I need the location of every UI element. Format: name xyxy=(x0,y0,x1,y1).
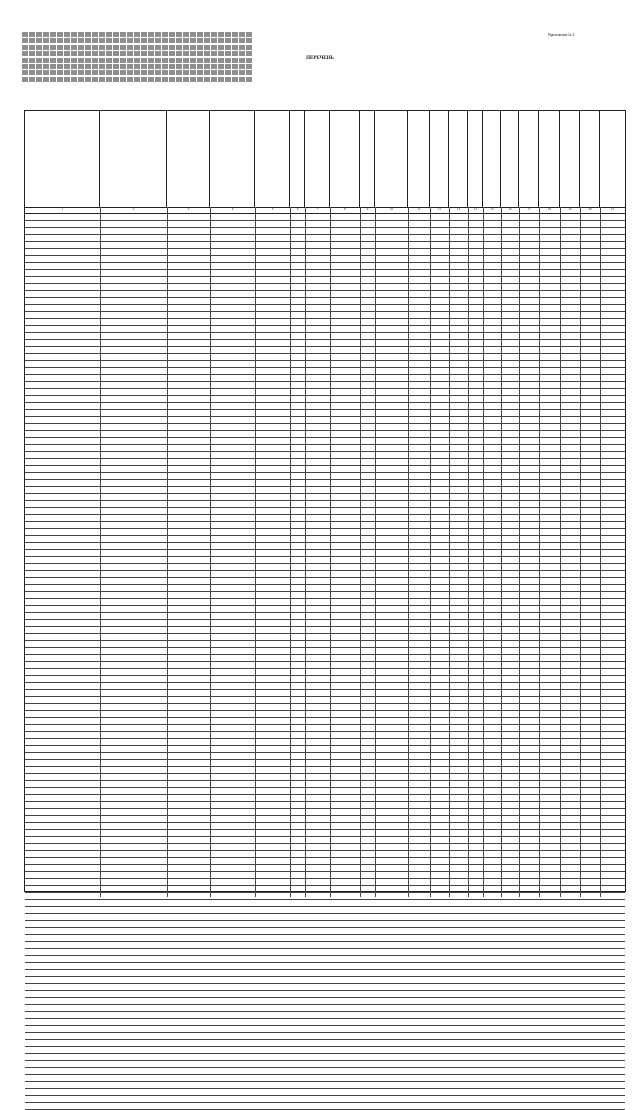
table-row xyxy=(25,900,625,907)
table-row xyxy=(25,452,625,459)
header-left-line xyxy=(22,32,252,37)
table-row xyxy=(25,949,625,956)
table-row xyxy=(25,690,625,697)
table-row xyxy=(25,683,625,690)
table-row xyxy=(25,494,625,501)
header-left-line xyxy=(22,77,252,82)
table-row xyxy=(25,998,625,1005)
table-row xyxy=(25,753,625,760)
table-row xyxy=(25,522,625,529)
column-number-row xyxy=(25,207,625,214)
table-row xyxy=(25,956,625,963)
column-number: 2 xyxy=(132,207,135,211)
table-row xyxy=(25,732,625,739)
table-row xyxy=(25,480,625,487)
header-right-line: Приложение № 2 xyxy=(548,33,575,37)
table-row xyxy=(25,417,625,424)
table-row xyxy=(25,977,625,984)
column-header xyxy=(539,111,560,207)
table-row xyxy=(25,725,625,732)
table-row xyxy=(25,858,625,865)
table-row xyxy=(25,508,625,515)
table-row xyxy=(25,1026,625,1033)
table-row xyxy=(25,718,625,725)
table-row xyxy=(25,228,625,235)
table-row xyxy=(25,515,625,522)
table-row xyxy=(25,893,625,900)
column-header xyxy=(375,111,408,207)
column-number: 5 xyxy=(271,207,274,211)
table-row xyxy=(25,914,625,921)
table-row xyxy=(25,634,625,641)
table-row xyxy=(25,431,625,438)
table-row xyxy=(25,326,625,333)
table-row xyxy=(25,459,625,466)
column-header xyxy=(25,111,100,207)
table-row xyxy=(25,1096,625,1103)
table-row xyxy=(25,851,625,858)
header-left-line xyxy=(22,38,252,43)
column-header xyxy=(519,111,539,207)
table-row xyxy=(25,739,625,746)
table-row xyxy=(25,1033,625,1040)
table-row xyxy=(25,221,625,228)
header-right-block xyxy=(548,33,628,38)
table-row xyxy=(25,760,625,767)
table-row xyxy=(25,214,625,221)
table-row xyxy=(25,291,625,298)
column-number: 4 xyxy=(231,207,234,211)
table-row xyxy=(25,389,625,396)
column-number: 17 xyxy=(527,207,531,211)
table-row xyxy=(25,298,625,305)
table-row xyxy=(25,501,625,508)
table-row xyxy=(25,1054,625,1061)
table-row xyxy=(25,809,625,816)
table-row xyxy=(25,256,625,263)
table-row xyxy=(25,284,625,291)
table-row xyxy=(25,354,625,361)
table-row xyxy=(25,935,625,942)
table-row xyxy=(25,697,625,704)
column-number: 7 xyxy=(316,207,319,211)
column-number: 10 xyxy=(389,207,394,211)
column-number: 21 xyxy=(610,207,615,211)
table-row xyxy=(25,641,625,648)
table-row xyxy=(25,235,625,242)
table-row xyxy=(25,249,625,256)
table-row xyxy=(25,1061,625,1068)
column-header xyxy=(560,111,580,207)
table-row xyxy=(25,361,625,368)
column-number: 19 xyxy=(568,207,572,211)
table-row xyxy=(25,536,625,543)
table-row xyxy=(25,620,625,627)
table-header xyxy=(25,111,625,208)
table-row xyxy=(25,305,625,312)
table-row xyxy=(25,312,625,319)
table-row xyxy=(25,319,625,326)
table-row xyxy=(25,473,625,480)
column-header xyxy=(255,111,290,207)
column-header xyxy=(483,111,501,207)
table-row xyxy=(25,886,625,893)
table-row xyxy=(25,438,625,445)
column-number: 9 xyxy=(366,207,369,211)
table-row xyxy=(25,1068,625,1075)
table-row xyxy=(25,662,625,669)
table-row xyxy=(25,844,625,851)
column-number: 15 xyxy=(490,207,494,211)
column-header xyxy=(305,111,330,207)
table-row xyxy=(25,606,625,613)
table-row xyxy=(25,564,625,571)
column-header xyxy=(580,111,600,207)
table-row xyxy=(25,333,625,340)
table-row xyxy=(25,627,625,634)
column-number: 18 xyxy=(547,207,552,211)
table-row xyxy=(25,1075,625,1082)
table-row xyxy=(25,669,625,676)
column-number: 12 xyxy=(437,207,442,211)
table-row xyxy=(25,368,625,375)
table-row xyxy=(25,879,625,886)
table-row xyxy=(25,599,625,606)
column-number: 14 xyxy=(473,207,478,211)
table-row xyxy=(25,1012,625,1019)
column-header xyxy=(408,111,430,207)
column-number: 1 xyxy=(61,207,64,211)
table-row xyxy=(25,557,625,564)
column-header xyxy=(167,111,210,207)
table-row xyxy=(25,781,625,788)
table-row xyxy=(25,410,625,417)
table-row xyxy=(25,942,625,949)
column-number: 8 xyxy=(344,207,346,211)
column-header xyxy=(449,111,468,207)
table-row xyxy=(25,263,625,270)
table-row xyxy=(25,837,625,844)
table-row xyxy=(25,984,625,991)
column-header xyxy=(290,111,305,207)
table-row xyxy=(25,970,625,977)
header-left-line xyxy=(22,45,252,50)
header-left-line xyxy=(22,64,252,69)
column-header xyxy=(210,111,255,207)
table-row xyxy=(25,1019,625,1026)
table-row xyxy=(25,1089,625,1096)
table-row xyxy=(25,1103,625,1110)
table-row xyxy=(25,550,625,557)
table-row xyxy=(25,347,625,354)
table-body xyxy=(25,214,625,1110)
column-number: 11 xyxy=(417,207,421,211)
table-row xyxy=(25,1047,625,1054)
table-row xyxy=(25,830,625,837)
table-row xyxy=(25,529,625,536)
column-header xyxy=(501,111,519,207)
column-header xyxy=(468,111,483,207)
table-row xyxy=(25,767,625,774)
table-row xyxy=(25,466,625,473)
table-row xyxy=(25,788,625,795)
table-row xyxy=(25,746,625,753)
document-title xyxy=(150,56,490,61)
table-row xyxy=(25,655,625,662)
table-row xyxy=(25,802,625,809)
column-number: 13 xyxy=(456,207,461,211)
table-row xyxy=(25,872,625,879)
table-row xyxy=(25,445,625,452)
table-row xyxy=(25,921,625,928)
table-row xyxy=(25,340,625,347)
table-row xyxy=(25,907,625,914)
table-row xyxy=(25,543,625,550)
table-row xyxy=(25,704,625,711)
column-number: 3 xyxy=(187,207,190,211)
form-table xyxy=(24,110,626,892)
title-heading: ПЕРЕЧЕНЬ xyxy=(306,56,334,61)
column-number: 16 xyxy=(508,207,512,211)
table-row xyxy=(25,403,625,410)
table-row xyxy=(25,592,625,599)
table-row xyxy=(25,1082,625,1089)
table-row xyxy=(25,613,625,620)
table-row xyxy=(25,774,625,781)
table-row xyxy=(25,865,625,872)
table-row xyxy=(25,711,625,718)
table-row xyxy=(25,928,625,935)
column-number: 20 xyxy=(588,207,592,211)
column-header xyxy=(430,111,449,207)
table-row xyxy=(25,823,625,830)
table-row xyxy=(25,578,625,585)
table-row xyxy=(25,375,625,382)
table-row xyxy=(25,242,625,249)
table-row xyxy=(25,795,625,802)
table-row xyxy=(25,487,625,494)
column-number: 6 xyxy=(296,207,299,211)
table-row xyxy=(25,585,625,592)
table-row xyxy=(25,382,625,389)
table-row xyxy=(25,991,625,998)
table-row xyxy=(25,396,625,403)
table-row xyxy=(25,270,625,277)
table-row xyxy=(25,1040,625,1047)
table-row xyxy=(25,571,625,578)
table-row xyxy=(25,1005,625,1012)
table-row xyxy=(25,963,625,970)
table-row xyxy=(25,648,625,655)
table-row xyxy=(25,676,625,683)
table-row xyxy=(25,424,625,431)
column-header xyxy=(330,111,360,207)
table-row xyxy=(25,816,625,823)
table-row xyxy=(25,277,625,284)
column-header xyxy=(100,111,167,207)
header-left-line xyxy=(22,70,252,75)
column-header xyxy=(360,111,375,207)
